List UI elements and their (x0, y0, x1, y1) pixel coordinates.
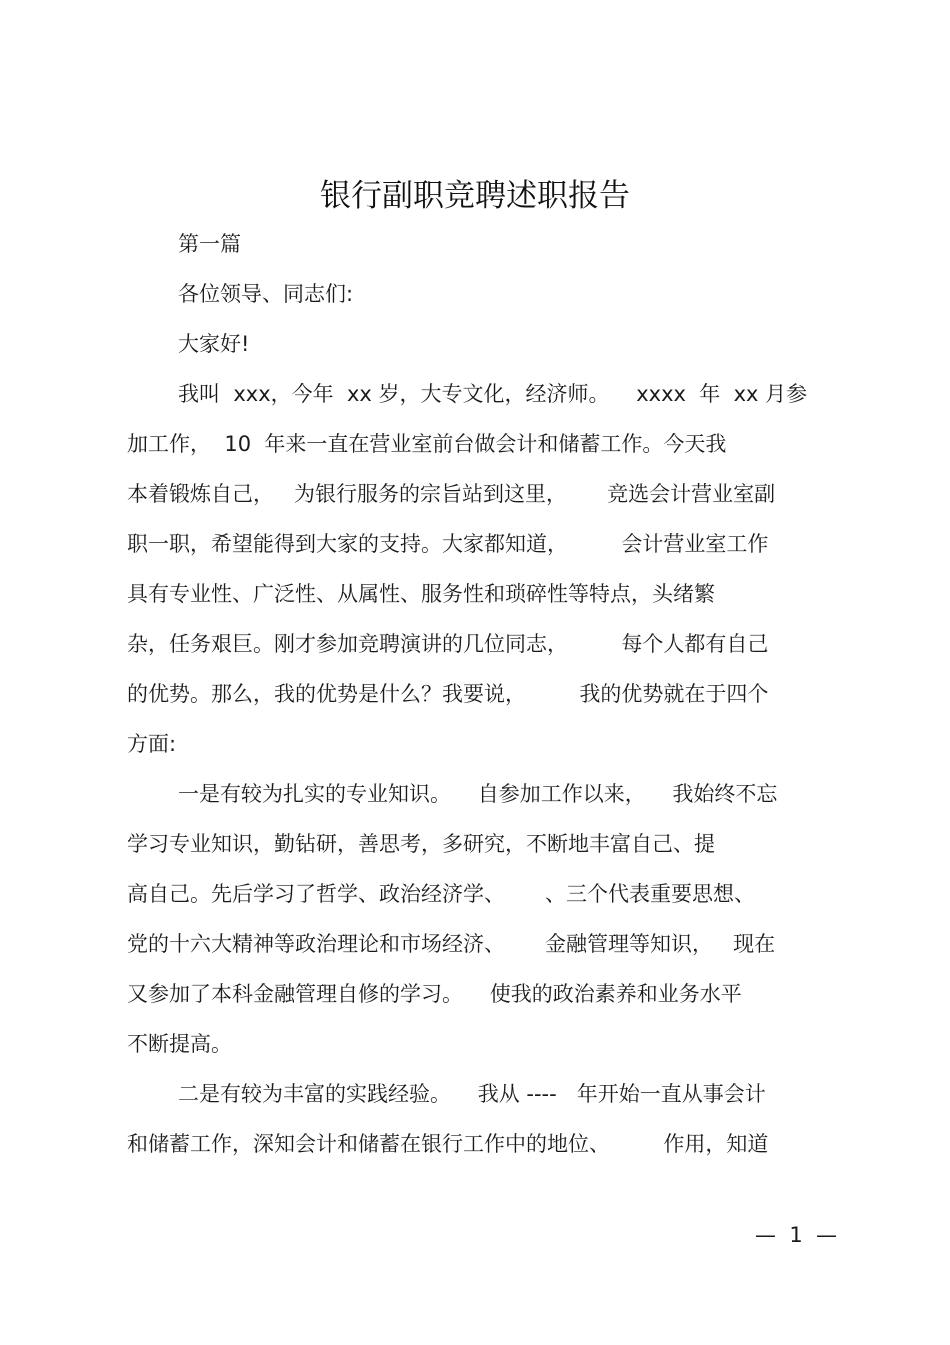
paragraph-line: 又参加了本科金融管理自修的学习。 使我的政治素养和业务水平 (127, 982, 742, 1006)
paragraph-line: 职一职，希望能得到大家的支持。大家都知道， 会计营业室工作 (127, 532, 769, 556)
paragraph-line: 不断提高。 (127, 1032, 232, 1056)
paragraph-line: 杂，任务艰巨。刚才参加竞聘演讲的几位同志， 每个人都有自己 (127, 632, 769, 656)
section-heading: 第一篇 (178, 232, 241, 256)
paragraph-line: 加工作， 10 年来一直在营业室前台做会计和储蓄工作。今天我 (127, 432, 727, 456)
paragraph-line: 的优势。那么，我的优势是什么？我要说， 我的优势就在于四个 (127, 682, 769, 706)
paragraph-line: 本着锻炼自己， 为银行服务的宗旨站到这里， 竞选会计营业室副 (127, 482, 776, 506)
paragraph-line: 具有专业性、广泛性、从属性、服务性和琐碎性等特点，头绪繁 (127, 582, 715, 606)
document-title: 银行副职竞聘述职报告 (320, 178, 630, 214)
paragraph-line: 方面: (127, 732, 177, 756)
paragraph-line: 二是有较为丰富的实践经验。 我从 ---- 年开始一直从事会计 (178, 1082, 766, 1106)
paragraph-line: 学习专业知识，勤钻研，善思考，多研究，不断地丰富自己、提 (127, 832, 715, 856)
salutation: 各位领导、同志们: (178, 282, 354, 306)
paragraph-line: 一是有较为扎实的专业知识。 自参加工作以来， 我始终不忘 (178, 782, 778, 806)
paragraph-line: 我叫 xxx，今年 xx 岁，大专文化，经济师。 xxxx 年 xx 月参 (178, 382, 808, 406)
greeting: 大家好! (178, 332, 250, 356)
paragraph-line: 党的十六大精神等政治理论和市场经济、 金融管理等知识， 现在 (127, 932, 776, 956)
paragraph-line: 高自己。先后学习了哲学、政治经济学、 、三个代表重要思想、 (127, 882, 756, 906)
page-number: — 1 — (755, 1223, 838, 1247)
paragraph-line: 和储蓄工作，深知会计和储蓄在银行工作中的地位、 作用，知道 (127, 1132, 769, 1156)
